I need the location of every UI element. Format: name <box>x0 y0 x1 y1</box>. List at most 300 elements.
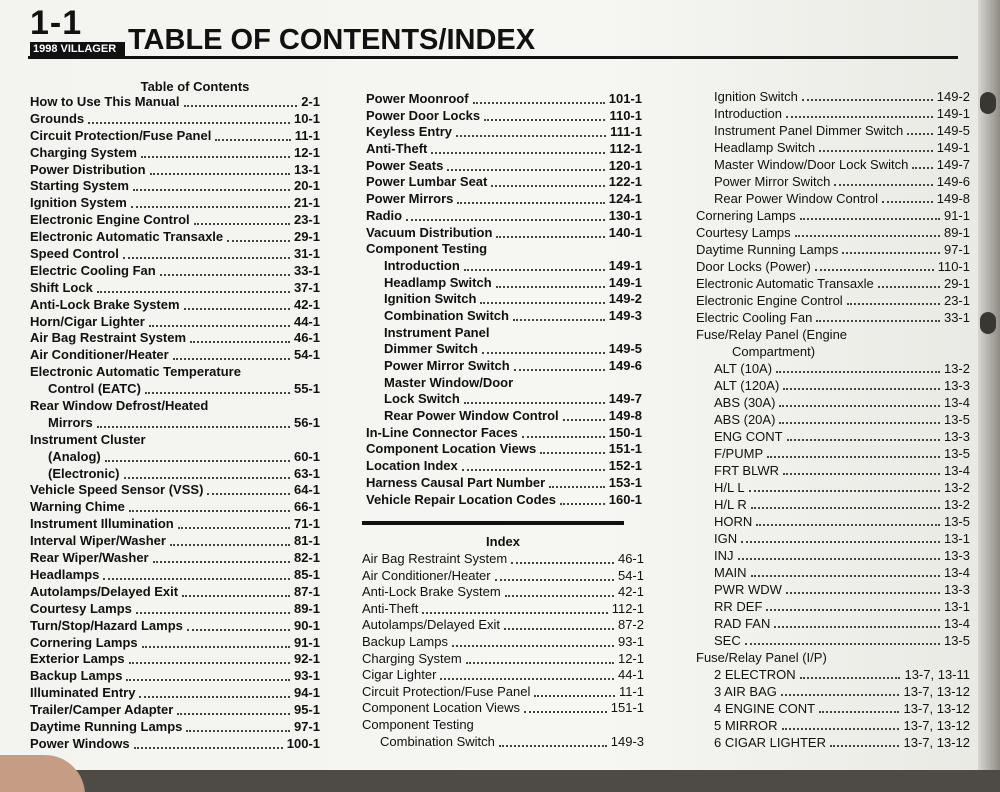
entry-label: Electric Cooling Fan <box>30 262 156 278</box>
toc-entry <box>696 292 970 309</box>
dot-leader <box>795 235 940 237</box>
dot-leader <box>123 257 290 259</box>
entry-label: In-Line Connector Faces <box>366 424 518 440</box>
toc-entry <box>696 258 970 275</box>
dot-leader <box>786 116 933 118</box>
entry-page: 160-1 <box>608 491 642 507</box>
toc-entry <box>30 567 320 584</box>
entry-page: 153-1 <box>608 474 642 490</box>
entry-page: 91-1 <box>293 634 320 650</box>
toc-entry <box>366 258 642 275</box>
dot-leader <box>560 503 605 505</box>
dot-leader <box>499 745 607 747</box>
toc-entry <box>696 88 970 105</box>
toc-entry <box>30 432 320 449</box>
entry-label: Vehicle Speed Sensor (VSS) <box>30 482 204 498</box>
entry-page: 13-1 <box>943 599 970 614</box>
entry-label: Shift Lock <box>30 279 93 295</box>
toc-entry <box>366 325 642 342</box>
dot-leader <box>776 371 940 373</box>
entry-label: H/L L <box>714 480 745 495</box>
dot-leader <box>834 184 933 186</box>
toc-entry <box>696 564 970 581</box>
entry-page: 56-1 <box>293 414 320 430</box>
toc-entry <box>696 717 970 734</box>
entry-page: 31-1 <box>293 246 320 262</box>
entry-page: 13-5 <box>943 514 970 529</box>
dot-leader <box>513 319 605 321</box>
entry-page: 149-3 <box>608 307 642 323</box>
dot-leader <box>177 713 290 715</box>
entry-page: 87-1 <box>293 583 320 599</box>
entry-page: 13-7, 13-12 <box>903 701 970 716</box>
entry-label: (Analog) <box>48 448 101 464</box>
toc-entry <box>30 94 320 111</box>
entry-label: INJ <box>714 548 734 563</box>
dot-leader <box>452 645 614 647</box>
dot-leader <box>160 274 290 276</box>
entry-label: Combination Switch <box>384 307 509 323</box>
toc-entry <box>696 462 970 479</box>
toc-entry <box>30 719 320 736</box>
entry-label: SEC <box>714 633 741 648</box>
entry-page: 12-1 <box>293 144 320 160</box>
entry-label: Headlamp Switch <box>714 140 816 155</box>
toc-entry <box>696 700 970 717</box>
dot-leader <box>466 662 614 664</box>
entry-label: Combination Switch <box>380 733 495 749</box>
entry-label: Rear Power Window Control <box>384 408 559 424</box>
toc-entry <box>366 458 642 475</box>
toc-entry <box>696 445 970 462</box>
entry-page: 13-3 <box>943 548 970 563</box>
toc-entry <box>366 291 642 308</box>
toc-entry <box>30 516 320 533</box>
entry-label: Instrument Panel Dimmer Switch <box>714 123 904 138</box>
entry-label: Turn/Stop/Hazard Lamps <box>30 617 183 633</box>
toc-entry <box>30 635 320 652</box>
dot-leader <box>97 426 290 428</box>
dot-leader <box>738 558 940 560</box>
dot-leader <box>480 302 605 304</box>
toc-entry <box>366 208 642 225</box>
dot-leader <box>440 678 614 680</box>
entry-label: Starting System <box>30 178 129 194</box>
dot-leader <box>484 119 605 121</box>
entry-label: Power Seats <box>366 157 444 173</box>
toc-entry <box>30 618 320 635</box>
toc-entry <box>362 568 644 585</box>
entry-page: 13-3 <box>943 429 970 444</box>
entry-label: Autolamps/Delayed Exit <box>362 617 501 633</box>
entry-page: 54-1 <box>617 567 644 583</box>
dot-leader <box>126 679 290 681</box>
dot-leader <box>766 609 940 611</box>
entry-page: 13-7, 13-11 <box>904 667 970 682</box>
entry-label: Cigar Lighter <box>362 667 437 683</box>
entry-page: 13-5 <box>943 412 970 427</box>
entry-page: 20-1 <box>293 178 320 194</box>
entry-page: 13-7, 13-12 <box>903 735 970 750</box>
entry-label: Charging System <box>362 650 462 666</box>
dot-leader <box>133 189 290 191</box>
entry-label: RAD FAN <box>714 616 771 631</box>
entry-label: Charging System <box>30 144 137 160</box>
entry-label: Keyless Entry <box>366 124 452 140</box>
toc-entry <box>30 482 320 499</box>
entry-page: 111-1 <box>610 124 642 140</box>
toc-entry <box>30 651 320 668</box>
dot-leader <box>912 167 933 169</box>
entry-page: 13-2 <box>943 480 970 495</box>
entry-label: 6 CIGAR LIGHTER <box>714 735 826 750</box>
toc-entry <box>366 158 642 175</box>
entry-page: 149-8 <box>936 191 970 206</box>
dot-leader <box>129 662 290 664</box>
toc-entry <box>366 275 642 292</box>
entry-label: Lock Switch <box>384 391 460 407</box>
entry-label: Rear Window Defrost/Heated <box>30 398 209 414</box>
toc-entry <box>696 530 970 547</box>
entry-page: 87-2 <box>617 617 644 633</box>
entry-page: 23-1 <box>293 212 320 228</box>
entry-page: 13-3 <box>943 378 970 393</box>
entry-page: 122-1 <box>608 174 642 190</box>
toc-entry <box>696 207 970 224</box>
toc-entry <box>366 375 642 392</box>
toc-entry <box>696 581 970 598</box>
entry-page: 85-1 <box>293 566 320 582</box>
entry-page: 149-8 <box>608 408 642 424</box>
entry-page: 110-1 <box>609 107 642 123</box>
dot-leader <box>184 308 290 310</box>
entry-label: Component Location Views <box>362 700 521 716</box>
entry-page: 13-7, 13-12 <box>903 718 970 733</box>
toc-entry <box>696 394 970 411</box>
entry-label: Power Mirror Switch <box>384 358 510 373</box>
toc-entry <box>362 717 644 734</box>
entry-label: Courtesy Lamps <box>30 600 132 616</box>
dot-leader <box>103 578 290 580</box>
entry-page: 66-1 <box>293 499 320 515</box>
dot-leader <box>124 477 290 479</box>
entry-page: 46-1 <box>617 551 644 566</box>
toc-entry <box>696 224 970 241</box>
entry-label: Door Locks (Power) <box>696 259 811 274</box>
entry-page: 90-1 <box>293 617 320 633</box>
dot-leader <box>496 236 605 238</box>
entry-label: 2 ELECTRON <box>714 667 796 682</box>
entry-page: 2-1 <box>301 94 320 109</box>
toc-entry <box>696 734 970 751</box>
entry-page: 29-1 <box>943 276 970 291</box>
entry-label: Electronic Engine Control <box>696 293 843 308</box>
entry-page: 12-1 <box>617 650 644 666</box>
dot-leader <box>149 325 290 327</box>
entry-label: Anti-Theft <box>362 600 419 616</box>
entry-label: Power Mirror Switch <box>714 174 831 189</box>
entry-page: 152-1 <box>608 458 642 474</box>
toc-entry <box>696 683 970 700</box>
entry-page: 112-1 <box>609 141 642 157</box>
dot-leader <box>563 419 605 421</box>
entry-page: 37-1 <box>293 279 320 295</box>
toc-entry <box>362 584 644 601</box>
entry-page: 101-1 <box>608 91 642 106</box>
entry-label: Ignition Switch <box>714 89 798 104</box>
toc-entry <box>696 632 970 649</box>
dot-leader <box>431 152 605 154</box>
toc-entry <box>366 174 642 191</box>
dot-leader <box>504 628 614 630</box>
page-title: TABLE OF CONTENTS/INDEX <box>128 24 536 56</box>
dot-leader <box>782 728 899 730</box>
dot-leader <box>751 575 940 577</box>
dot-leader <box>779 422 940 424</box>
dot-leader <box>511 562 614 564</box>
entry-page: 82-1 <box>293 550 320 566</box>
entry-label: Air Bag Restraint System <box>30 330 187 346</box>
dot-leader <box>783 388 940 390</box>
index-list-2 <box>362 551 644 750</box>
dot-leader <box>878 286 940 288</box>
entry-label: HORN <box>714 514 753 529</box>
entry-page: 149-7 <box>608 391 642 407</box>
entry-label: Power Windows <box>30 735 130 751</box>
entry-label: Horn/Cigar Lighter <box>30 313 145 329</box>
entry-label: Compartment) <box>732 344 816 359</box>
toc-entry <box>696 496 970 513</box>
dot-leader <box>422 612 608 614</box>
dot-leader <box>145 392 290 394</box>
toc-entry <box>696 190 970 207</box>
toc-entry <box>30 195 320 212</box>
entry-page: 151-1 <box>610 700 644 716</box>
toc-entry <box>30 533 320 550</box>
dot-leader <box>882 201 933 203</box>
dot-leader <box>819 711 899 713</box>
index-heading: Index <box>486 534 520 549</box>
dot-leader <box>781 694 899 696</box>
toc-entry <box>696 105 970 122</box>
toc-entry <box>366 141 642 158</box>
dot-leader <box>524 711 607 713</box>
entry-label: How to Use This Manual <box>30 94 180 109</box>
entry-page: 95-1 <box>293 702 320 718</box>
entry-label: Anti-Lock Brake System <box>30 296 180 312</box>
toc-entry <box>696 547 970 564</box>
entry-page: 44-1 <box>617 667 644 683</box>
dot-leader <box>134 747 283 749</box>
entry-label: Daytime Running Lamps <box>30 718 183 734</box>
entry-label: Electronic Automatic Transaxle <box>696 276 874 291</box>
entry-label: Electronic Engine Control <box>30 212 190 228</box>
entry-label: Component Testing <box>362 716 474 732</box>
entry-page: 93-1 <box>617 633 644 649</box>
toc-entry <box>30 466 320 483</box>
entry-label: Air Conditioner/Heater <box>362 567 491 583</box>
toc-entry <box>30 601 320 618</box>
entry-label: MAIN <box>714 565 747 580</box>
toc-entry <box>366 441 642 458</box>
dot-leader <box>774 626 940 628</box>
toc-entry <box>30 499 320 516</box>
toc-entry <box>30 685 320 702</box>
toc-entry <box>366 308 642 325</box>
entry-label: Fuse/Relay Panel (Engine <box>696 327 848 342</box>
entry-label: 4 ENGINE CONT <box>714 701 816 716</box>
dot-leader <box>802 99 933 101</box>
dot-leader <box>150 173 290 175</box>
entry-label: Daytime Running Lamps <box>696 242 839 257</box>
entry-page: 13-1 <box>293 161 320 177</box>
toc-entry <box>696 275 970 292</box>
toc-entry <box>366 341 642 358</box>
entry-label: Radio <box>366 207 403 223</box>
entry-page: 33-1 <box>943 310 970 325</box>
entry-page: 94-1 <box>293 685 320 701</box>
toc-entry <box>696 360 970 377</box>
toc-entry <box>366 91 642 108</box>
dot-leader <box>783 473 940 475</box>
dot-leader <box>779 405 940 407</box>
entry-page: 13-4 <box>943 463 970 478</box>
toc-entry <box>362 700 644 717</box>
toc-entry <box>696 479 970 496</box>
entry-label: Headlamp Switch <box>384 274 492 290</box>
entry-label: 5 MIRROR <box>714 718 778 733</box>
toc-entry <box>30 246 320 263</box>
entry-page: 92-1 <box>293 651 320 667</box>
toc-entry <box>362 684 644 701</box>
entry-label: Trailer/Camper Adapter <box>30 702 174 718</box>
toc-entry <box>366 241 642 258</box>
entry-page: 150-1 <box>608 424 642 440</box>
toc-entry <box>366 225 642 242</box>
entry-page: 46-1 <box>293 330 320 346</box>
toc-entry <box>30 212 320 229</box>
entry-label: Introduction <box>714 106 782 121</box>
dot-leader <box>847 303 940 305</box>
toc-entry <box>30 280 320 297</box>
entry-label: Backup Lamps <box>362 633 448 649</box>
entry-page: 151-1 <box>608 441 642 457</box>
entry-page: 13-5 <box>943 633 970 648</box>
dot-leader <box>129 510 290 512</box>
entry-page: 11-1 <box>618 683 644 699</box>
entry-page: 89-1 <box>943 225 970 240</box>
toc-entry <box>366 108 642 125</box>
entry-page: 64-1 <box>293 482 320 498</box>
toc-entry <box>362 617 644 634</box>
toc-entry <box>696 377 970 394</box>
chapter-number: 1-1 <box>30 4 83 42</box>
dot-leader <box>186 730 290 732</box>
dot-leader <box>816 320 940 322</box>
dot-leader <box>800 677 900 679</box>
entry-page: 149-5 <box>608 341 642 357</box>
entry-label: Control (EATC) <box>48 381 141 397</box>
dot-leader <box>540 452 605 454</box>
entry-page: 130-1 <box>608 207 642 223</box>
dot-leader <box>173 358 290 360</box>
toc-entry <box>366 358 642 375</box>
toc-entry <box>30 668 320 685</box>
entry-label: ALT (10A) <box>714 361 773 376</box>
toc-entry <box>30 263 320 280</box>
toc-entry <box>30 415 320 432</box>
binder-hole <box>980 92 996 114</box>
index-column-2 <box>362 533 644 750</box>
entry-page: 149-1 <box>936 106 970 121</box>
entry-page: 13-4 <box>943 565 970 580</box>
toc-entry <box>696 649 970 666</box>
dot-leader <box>105 460 290 462</box>
thumb <box>0 755 85 792</box>
entry-label: Component Location Views <box>366 441 537 457</box>
entry-label: ENG CONT <box>714 429 783 444</box>
dot-leader <box>178 527 290 529</box>
dot-leader <box>406 219 605 221</box>
entry-page: 149-3 <box>610 733 644 749</box>
entry-page: 120-1 <box>608 157 642 173</box>
dot-leader <box>88 122 290 124</box>
dot-leader <box>534 695 615 697</box>
dot-leader <box>522 436 605 438</box>
entry-page: 13-4 <box>943 616 970 631</box>
dot-leader <box>496 286 605 288</box>
entry-label: Instrument Cluster <box>30 431 146 447</box>
toc-entry <box>30 297 320 314</box>
toc-entry <box>30 330 320 347</box>
toc-entry <box>696 343 970 360</box>
entry-page: 149-1 <box>608 274 642 290</box>
entry-page: 81-1 <box>293 533 320 549</box>
entry-label: Rear Wiper/Washer <box>30 550 149 566</box>
entry-label: Cornering Lamps <box>30 634 138 650</box>
toc-entry <box>30 162 320 179</box>
entry-label: ALT (120A) <box>714 378 780 393</box>
toc-entry <box>696 156 970 173</box>
entry-label: 3 AIR BAG <box>714 684 777 699</box>
dot-leader <box>136 612 290 614</box>
dot-leader <box>745 643 940 645</box>
entry-page: 149-7 <box>936 157 970 172</box>
entry-page: 100-1 <box>286 735 320 751</box>
entry-label: ABS (30A) <box>714 395 776 410</box>
entry-page: 110-1 <box>937 259 970 274</box>
entry-label: Component Testing <box>366 241 488 257</box>
entry-page: 54-1 <box>293 347 320 363</box>
toc-entry <box>696 309 970 326</box>
dot-leader <box>194 223 290 225</box>
dot-leader <box>462 469 605 471</box>
toc-column-2 <box>366 91 642 508</box>
entry-page: 33-1 <box>293 262 320 278</box>
dot-leader <box>139 696 290 698</box>
entry-label: Introduction <box>384 257 460 273</box>
entry-page: 11-1 <box>294 127 320 143</box>
toc-entry <box>366 124 642 141</box>
toc-entry <box>30 381 320 398</box>
entry-page: 42-1 <box>617 584 644 600</box>
toc-entry <box>696 139 970 156</box>
index-list-3 <box>696 88 970 751</box>
entry-page: 23-1 <box>943 293 970 308</box>
entry-label: Rear Power Window Control <box>714 191 879 206</box>
entry-label: Speed Control <box>30 246 119 262</box>
toc-entry <box>30 550 320 567</box>
